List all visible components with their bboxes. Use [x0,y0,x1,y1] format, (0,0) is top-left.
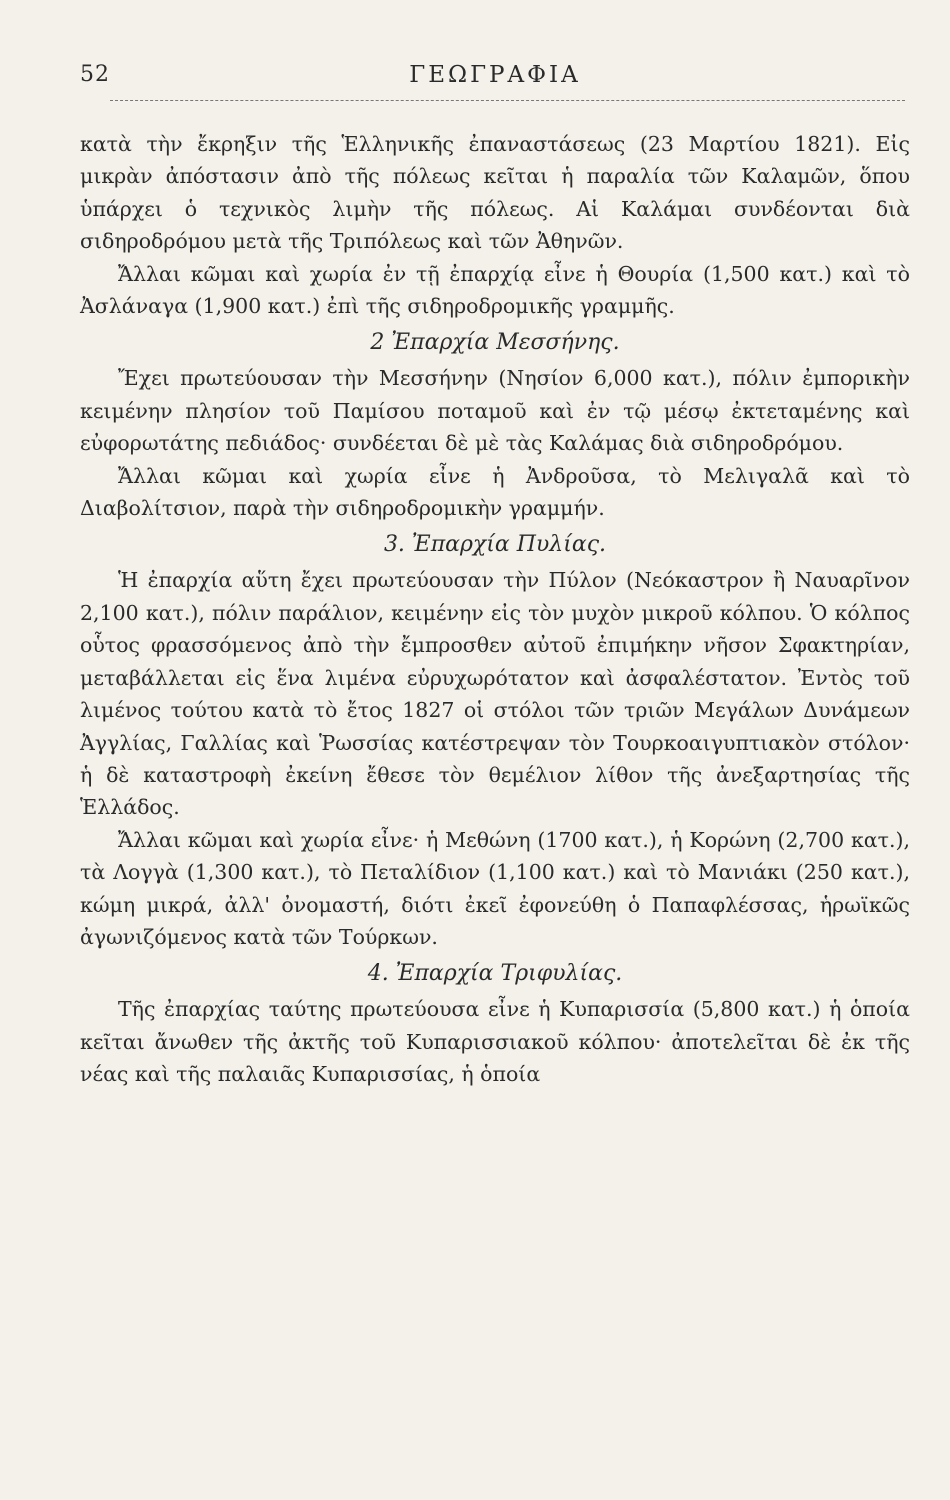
header-divider [110,100,905,101]
page-number: 52 [80,62,110,87]
paragraph: Ἄλλαι κῶμαι καὶ χωρία ἐν τῇ ἐπαρχίᾳ εἶνε ἡ Θουρία (1,500 κατ.) καὶ τὸ Ἀσλάναγα (1,900 κατ.) ἐπὶ τῆς σιδηροδρομικῆς γραμμῆς. [80,261,910,319]
paragraph: Ἡ ἐπαρχία αὕτη ἔχει πρωτεύουσαν τὴν Πύλον (Νεόκαστρον ἢ Ναυαρῖνον 2,100 κατ.), πόλιν παράλιον, κειμένην εἰς τὸν μυχὸν μικροῦ κόλπου. Ὁ κόλπος οὗτος φρασσόμενος ἀπὸ τὴν ἔμπροσθεν αὐτοῦ ἐπιμήκην νῆσον Σφακτηρίαν, μεταβάλλεται εἰς ἕνα λιμένα εὐρυχωρότατον καὶ ἀσφαλέστατον. Ἐντὸς τοῦ λιμένος τούτου κατὰ τὸ ἔτος 1827 οἱ στόλοι τῶν τριῶν Μεγάλων Δυνάμεων Ἀγγλίας, Γαλλίας καὶ Ῥωσσίας κατέστρεψαν τὸν Τουρκοαιγυπτιακὸν στόλον· ἡ δὲ καταστροφὴ ἐκείνη ἔθεσε τὸν θεμέλιον λίθον τῆς ἀνεξαρτησίας τῆς Ἑλλάδος. [80,568,910,820]
paragraph: Ἄλλαι κῶμαι καὶ χωρία εἶνε· ἡ Μεθώνη (1700 κατ.), ἡ Κορώνη (2,700 κατ.), τὰ Λογγὰ (1,300 κατ.), τὸ Πεταλίδιον (1,100 κατ.) καὶ τὸ Μανιάκι (250 κατ.), κώμη μικρά, ἀλλ' ὀνομαστή, διότι ἐκεῖ ἐφονεύθη ὁ Παπαφλέσσας, ἡρωϊκῶς ἀγωνιζόμενος κατὰ τῶν Τούρκων. [80,827,910,949]
section-heading: 3. Ἐπαρχία Πυλίας. [383,532,607,558]
section-heading: 4. Ἐπαρχία Τριφυλίας. [367,961,623,987]
paragraph: κατὰ τὴν ἔκρηξιν τῆς Ἑλληνικῆς ἐπαναστάσεως (23 Μαρτίου 1821). Εἰς μικρὰν ἀπόστασιν ἀπὸ τῆς πόλεως κεῖται ἡ παραλία τῶν Καλαμῶν, ὅπου ὑπάρχει ὁ τεχνικὸς λιμὴν τῆς πόλεως. Αἱ Καλάμαι συνδέονται διὰ σιδηροδρόμου μετὰ τῆς Τριπόλεως καὶ τῶν Ἀθηνῶν. [80,132,910,254]
paragraph: Ἔχει πρωτεύουσαν τὴν Μεσσήνην (Νησίον 6,000 κατ.), πόλιν ἐμπορικὴν κειμένην πλησίον τοῦ Παμίσου ποταμοῦ καὶ ἐν τῷ μέσῳ ἐκτεταμένης καὶ εὐφορωτάτης πεδιάδος· συνδέεται δὲ μὲ τὰς Καλάμας διὰ σιδηροδρόμου. [80,366,910,456]
page-body [80,128,910,1091]
page-header [80,62,910,102]
paragraph: Ἄλλαι κῶμαι καὶ χωρία εἶνε ἡ Ἀνδροῦσα, τὸ Μελιγαλᾶ καὶ τὸ Διαβολίτσιον, παρὰ τὴν σιδηροδρομικὴν γραμμήν. [80,463,910,521]
section-heading: 2 Ἐπαρχία Μεσσήνης. [370,330,620,356]
running-title: ΓΕΩΓΡΑΦΙΑ [409,62,581,88]
paragraph: Τῆς ἐπαρχίας ταύτης πρωτεύουσα εἶνε ἡ Κυπαρισσία (5,800 κατ.) ἡ ὁποία κεῖται ἄνωθεν τῆς ἀκτῆς τοῦ Κυπαρισσιακοῦ κόλπου· ἀποτελεῖται δὲ ἐκ τῆς νέας καὶ τῆς παλαιᾶς Κυπαρισσίας, ἡ ὁποία [80,997,910,1087]
